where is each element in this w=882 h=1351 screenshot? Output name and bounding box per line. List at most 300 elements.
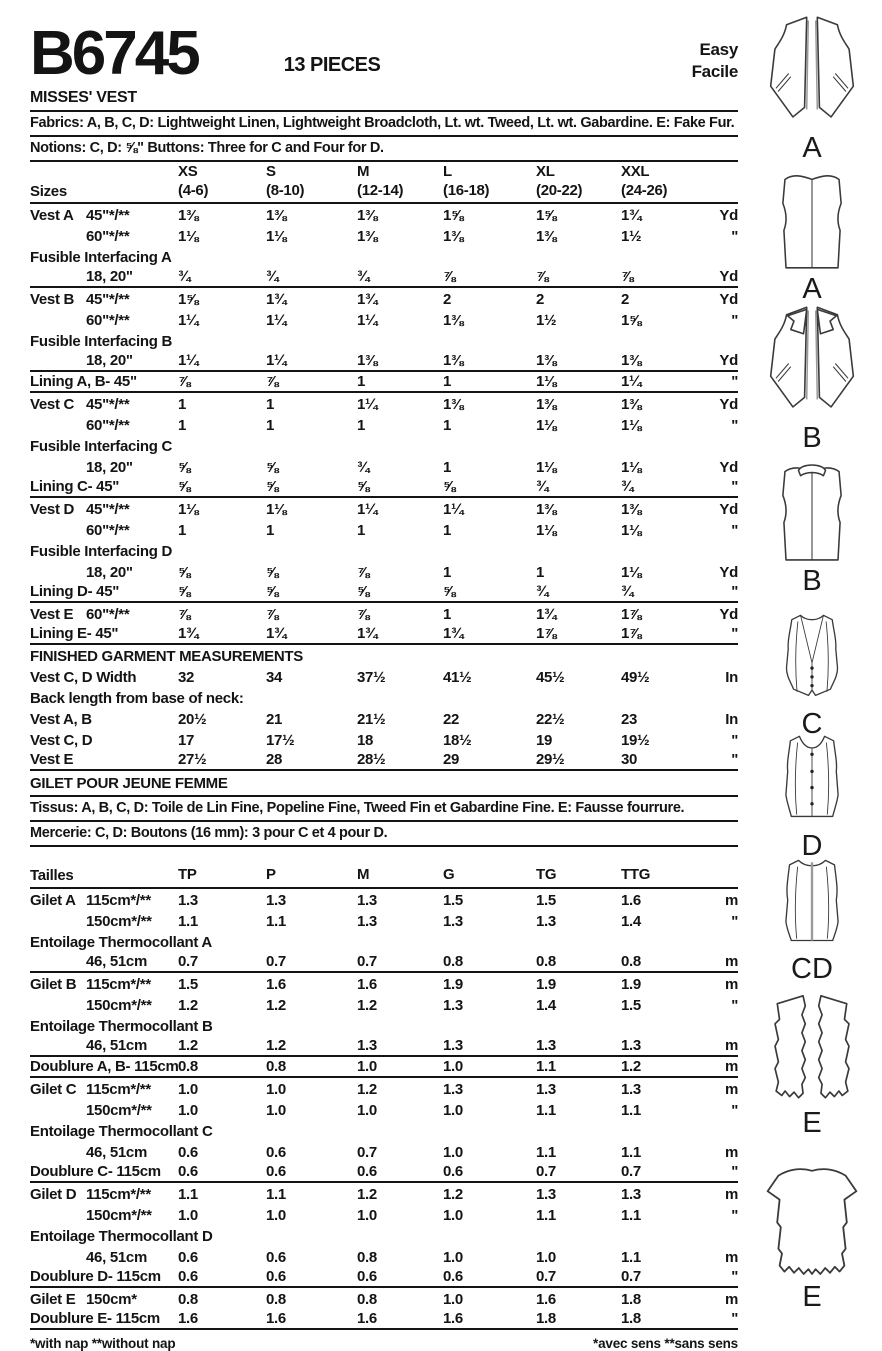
- yardage-value: 0.8: [178, 1291, 198, 1308]
- yardage-value: 1⅜: [536, 228, 557, 245]
- yardage-value: 1.9: [443, 976, 463, 993]
- yardage-value: 1.1: [536, 1207, 556, 1224]
- yardage-value: 1⅜: [357, 207, 378, 224]
- yardage-value: 0.7: [621, 1163, 641, 1180]
- yardage-table-french: [30, 847, 738, 1330]
- figure-vest-b-front: [746, 302, 878, 455]
- table-label-row: [30, 645, 738, 666]
- table-data-row: [30, 1246, 738, 1267]
- unit-value: Yd: [719, 459, 738, 476]
- yardage-value: 29: [443, 751, 460, 768]
- yardage-table-english: [30, 162, 738, 771]
- yardage-value: 0.7: [536, 1163, 556, 1180]
- unit-value: m: [724, 892, 738, 909]
- yardage-value: 1.5: [536, 892, 556, 909]
- yardage-value: 1.1: [536, 1144, 556, 1161]
- yardage-value: 45½: [536, 669, 565, 686]
- table-data-row: [30, 1162, 738, 1183]
- size-column-header: S (8-10): [266, 163, 305, 199]
- yardage-value: 28½: [357, 751, 386, 768]
- fabric-width: 115cm*/**: [86, 976, 151, 993]
- yardage-value: 0.8: [443, 953, 463, 970]
- yardage-value: 1.0: [178, 1081, 198, 1098]
- figure-label: D: [801, 830, 823, 862]
- fabric-width: 60"*/**: [86, 417, 130, 434]
- difficulty-rating: [692, 39, 738, 83]
- yardage-value: 1.2: [621, 1058, 641, 1075]
- yardage-value: 0.7: [357, 1144, 377, 1161]
- yardage-value: 1.1: [178, 1186, 198, 1203]
- table-data-row: [30, 1204, 738, 1225]
- yardage-value: 1¾: [443, 625, 464, 642]
- yardage-value: 1.3: [443, 1081, 463, 1098]
- yardage-value: 32: [178, 669, 195, 686]
- yardage-value: 21: [266, 711, 283, 728]
- yardage-value: 1: [357, 417, 366, 434]
- yardage-value: 1.3: [536, 913, 556, 930]
- yardage-value: 1⅛: [621, 522, 642, 539]
- fabric-width: 45"*/**: [86, 207, 130, 224]
- table-data-row: [30, 1183, 738, 1204]
- yardage-value: 1.8: [536, 1310, 556, 1327]
- row-name: Gilet E: [30, 1291, 76, 1308]
- table-data-row: [30, 519, 738, 540]
- yardage-value: 1¾: [266, 291, 287, 308]
- unit-value: ": [731, 417, 738, 434]
- yardage-value: ⅝: [178, 459, 191, 476]
- unit-value: In: [725, 711, 738, 728]
- yardage-value: 0.6: [178, 1144, 198, 1161]
- yardage-value: 1⅝: [536, 207, 557, 224]
- yardage-value: 1.3: [443, 913, 463, 930]
- yardage-value: 1.1: [536, 1102, 556, 1119]
- figure-label: B: [802, 421, 822, 454]
- table-data-row: [30, 750, 738, 771]
- yardage-value: ⅝: [178, 583, 191, 600]
- yardage-value: ¾: [266, 268, 279, 285]
- yardage-value: 1⅛: [266, 228, 287, 245]
- table-data-row: [30, 708, 738, 729]
- yardage-value: 1⅜: [443, 228, 464, 245]
- yardage-value: 1.2: [357, 1081, 377, 1098]
- yardage-value: 0.7: [536, 1268, 556, 1285]
- sizes-label: Sizes: [30, 183, 67, 200]
- yardage-value: 0.8: [621, 953, 641, 970]
- difficulty-fr: Facile: [691, 61, 738, 81]
- table-data-row: [30, 603, 738, 624]
- yardage-value: 1.3: [621, 1186, 641, 1203]
- yardage-value: 1.3: [266, 892, 286, 909]
- yardage-value: 1.0: [443, 1249, 463, 1266]
- yardage-value: 1.3: [178, 892, 198, 909]
- yardage-value: 0.6: [443, 1268, 463, 1285]
- yardage-value: 2: [443, 291, 452, 308]
- yardage-value: 1½: [536, 312, 557, 329]
- table-label-row: [30, 435, 738, 456]
- yardage-value: ¾: [178, 268, 191, 285]
- yardage-value: 34: [266, 669, 283, 686]
- yardage-value: ⅞: [536, 268, 549, 285]
- yardage-value: 2: [536, 291, 545, 308]
- unit-value: ": [731, 1163, 738, 1180]
- yardage-value: 1.3: [357, 1037, 377, 1054]
- fabric-width: 45"*/**: [86, 396, 130, 413]
- yardage-value: ⅞: [357, 564, 370, 581]
- yardage-value: 1⅜: [536, 501, 557, 518]
- row-name: Vest D: [30, 501, 75, 518]
- yardage-value: 0.7: [266, 953, 286, 970]
- figure-label: A: [802, 131, 822, 164]
- table-data-row: [30, 1309, 738, 1330]
- yardage-value: 2: [621, 291, 630, 308]
- yardage-value: 18½: [443, 732, 472, 749]
- row-label: Fusible Interfacing A: [30, 249, 172, 266]
- yardage-value: 17: [178, 732, 195, 749]
- yardage-value: 1.0: [443, 1058, 463, 1075]
- vest-a-back-illustration: [760, 168, 864, 272]
- yardage-value: ⅝: [443, 583, 456, 600]
- yardage-value: ⅝: [443, 478, 456, 495]
- yardage-value: 1⅜: [443, 312, 464, 329]
- yardage-value: 1¾: [536, 606, 557, 623]
- yardage-value: 1.8: [621, 1310, 641, 1327]
- yardage-value: 1⅛: [536, 459, 557, 476]
- yardage-value: 20½: [178, 711, 207, 728]
- fabric-width: 46, 51cm: [86, 1249, 147, 1266]
- row-label: Entoilage Thermocollant A: [30, 934, 212, 951]
- fabric-width: 150cm*/**: [86, 913, 152, 930]
- unit-value: ": [731, 997, 738, 1014]
- yardage-value: 0.6: [266, 1163, 286, 1180]
- unit-value: m: [724, 1144, 738, 1161]
- yardage-value: 1.6: [357, 1310, 377, 1327]
- yardage-value: ⅞: [178, 373, 191, 390]
- table-label-row: [30, 540, 738, 561]
- yardage-value: 1.2: [443, 1186, 463, 1203]
- figure-label: B: [802, 565, 822, 598]
- unit-value: Yd: [719, 352, 738, 369]
- row-label: Entoilage Thermocollant D: [30, 1228, 213, 1245]
- unit-value: Yd: [719, 501, 738, 518]
- yardage-value: 1.3: [357, 913, 377, 930]
- fabric-width: 18, 20": [86, 459, 133, 476]
- row-name: Lining E- 45": [30, 625, 119, 642]
- unit-value: ": [731, 228, 738, 245]
- fabric-width: 60"*/**: [86, 522, 130, 539]
- unit-value: ": [731, 522, 738, 539]
- yardage-value: ⅞: [357, 606, 370, 623]
- yardage-value: 1.6: [621, 892, 641, 909]
- row-name: Vest C, D: [30, 732, 93, 749]
- yardage-value: 0.6: [357, 1268, 377, 1285]
- unit-value: ": [731, 751, 738, 768]
- yardage-value: 1: [536, 564, 545, 581]
- row-name: Doublure C- 115cm: [30, 1163, 161, 1180]
- yardage-value: 1: [443, 522, 452, 539]
- fabric-width: 18, 20": [86, 268, 133, 285]
- yardage-value: 1⅛: [621, 459, 642, 476]
- table-data-row: [30, 204, 738, 225]
- yardage-value: 1: [178, 396, 187, 413]
- figure-vest-e-back: [746, 1160, 878, 1314]
- table-data-row: [30, 498, 738, 519]
- unit-value: m: [724, 1058, 738, 1075]
- unit-value: ": [731, 625, 738, 642]
- yardage-value: 1: [443, 564, 452, 581]
- figure-vest-e-front: [746, 988, 878, 1140]
- figure-vest-c-front: [746, 610, 878, 741]
- tissus-line: Tissus: A, B, C, D: Toile de Lin Fine, Popeline Fine, Tweed Fin et Gabardine Fine. E: Fausse fourrure.: [30, 797, 738, 822]
- table-data-row: [30, 225, 738, 246]
- size-column-header: L (16-18): [443, 163, 490, 199]
- yardage-value: 0.8: [357, 1291, 377, 1308]
- yardage-value: 19½: [621, 732, 650, 749]
- yardage-value: 17½: [266, 732, 295, 749]
- yardage-value: 1.0: [178, 1207, 198, 1224]
- yardage-value: 1¼: [178, 352, 199, 369]
- row-name: Vest A, B: [30, 711, 92, 728]
- figure-label: C: [801, 707, 823, 740]
- yardage-value: 1: [178, 417, 187, 434]
- mercerie-line: Mercerie: C, D: Boutons (16 mm): 3 pour C et 4 pour D.: [30, 822, 738, 847]
- yardage-value: 1⅛: [178, 501, 199, 518]
- fabric-width: 46, 51cm: [86, 1037, 147, 1054]
- fabric-width: 45"*/**: [86, 501, 130, 518]
- masthead: [30, 10, 738, 89]
- vest-e-back-illustration: [752, 1160, 872, 1280]
- yardage-value: 1⅝: [621, 312, 642, 329]
- table-data-row: [30, 351, 738, 372]
- yardage-value: 1.1: [266, 1186, 286, 1203]
- fabrics-line: Fabrics: A, B, C, D: Lightweight Linen, Lightweight Broadcloth, Lt. wt. Tweed, Lt. wt. Gabardine. E: Fake Fur.: [30, 112, 738, 137]
- yardage-value: 1⅜: [357, 228, 378, 245]
- yardage-value: 21½: [357, 711, 386, 728]
- row-name: Gilet D: [30, 1186, 77, 1203]
- yardage-value: 1.0: [266, 1207, 286, 1224]
- yardage-value: 1: [357, 373, 366, 390]
- row-name: Doublure E- 115cm: [30, 1310, 160, 1327]
- table-data-row: [30, 952, 738, 973]
- yardage-value: 1: [443, 373, 452, 390]
- yardage-value: 1.0: [266, 1081, 286, 1098]
- yardage-value: 1¼: [443, 501, 464, 518]
- yardage-value: 1.3: [536, 1037, 556, 1054]
- pieces-count: 13 PIECES: [283, 54, 381, 76]
- yardage-value: 1⅜: [621, 501, 642, 518]
- yardage-value: 1⅝: [178, 291, 199, 308]
- yardage-value: 1⅜: [621, 352, 642, 369]
- yardage-value: 1⅜: [536, 352, 557, 369]
- yardage-value: 0.7: [357, 953, 377, 970]
- unit-value: ": [731, 583, 738, 600]
- yardage-value: 1.2: [266, 1037, 286, 1054]
- yardage-value: 41½: [443, 669, 472, 686]
- yardage-value: ⅞: [443, 268, 456, 285]
- yardage-value: 0.8: [266, 1058, 286, 1075]
- fabric-width: 46, 51cm: [86, 953, 147, 970]
- fabric-width: 150cm*/**: [86, 1102, 152, 1119]
- yardage-value: 1⅛: [266, 501, 287, 518]
- notions-line: Notions: C, D: ⅝" Buttons: Three for C and Four for D.: [30, 137, 738, 162]
- fabric-width: 150cm*/**: [86, 1207, 152, 1224]
- table-label-row: [30, 931, 738, 952]
- yardage-value: 1¾: [357, 291, 378, 308]
- yardage-value: 30: [621, 751, 638, 768]
- row-name: Vest E: [30, 751, 74, 768]
- yardage-value: ¾: [621, 583, 634, 600]
- yardage-value: 1.1: [621, 1102, 641, 1119]
- yardage-value: 1: [266, 522, 275, 539]
- yardage-value: 1.6: [266, 976, 286, 993]
- row-name: Lining A, B- 45": [30, 373, 137, 390]
- yardage-value: ¾: [621, 478, 634, 495]
- vest-b-front-illustration: [759, 302, 865, 421]
- table-data-row: [30, 1036, 738, 1057]
- yardage-value: 1.9: [621, 976, 641, 993]
- yardage-value: 0.6: [266, 1268, 286, 1285]
- row-name: Vest C, D Width: [30, 669, 137, 686]
- yardage-value: 1⅜: [536, 396, 557, 413]
- unit-value: m: [724, 1186, 738, 1203]
- yardage-value: 1⅜: [443, 396, 464, 413]
- yardage-value: 0.6: [178, 1268, 198, 1285]
- row-label: Fusible Interfacing D: [30, 543, 173, 560]
- yardage-value: ⅝: [266, 583, 279, 600]
- envelope-back: [30, 10, 738, 1351]
- yardage-value: 1.1: [266, 913, 286, 930]
- size-column-header: XXL (24-26): [621, 163, 668, 199]
- vest-cd-back-illustration: [767, 855, 857, 952]
- unit-value: m: [724, 1249, 738, 1266]
- yardage-value: 1.0: [357, 1207, 377, 1224]
- yardage-value: 0.6: [178, 1163, 198, 1180]
- pattern-number: B6745: [30, 19, 198, 89]
- table-data-row: [30, 1141, 738, 1162]
- table-data-row: [30, 372, 738, 393]
- yardage-value: 0.8: [536, 953, 556, 970]
- yardage-value: 1.2: [266, 997, 286, 1014]
- yardage-value: 1¼: [178, 312, 199, 329]
- size-column-header: M (12-14): [357, 163, 404, 199]
- yardage-value: 49½: [621, 669, 650, 686]
- yardage-value: ¾: [536, 583, 549, 600]
- yardage-value: ¾: [357, 459, 370, 476]
- table-data-row: [30, 477, 738, 498]
- yardage-value: 1.3: [357, 892, 377, 909]
- figure-vest-b-back: [746, 458, 878, 598]
- yardage-value: 1.1: [621, 1207, 641, 1224]
- yardage-value: 1⅞: [621, 625, 642, 642]
- yardage-value: 1¾: [178, 625, 199, 642]
- table-data-row: [30, 666, 738, 687]
- yardage-value: 1⅜: [443, 352, 464, 369]
- yardage-value: 23: [621, 711, 638, 728]
- yardage-value: 1.3: [536, 1081, 556, 1098]
- vest-c-front-illustration: [768, 610, 856, 707]
- yardage-value: 22½: [536, 711, 565, 728]
- yardage-value: 0.7: [621, 1268, 641, 1285]
- fabric-width: 18, 20": [86, 564, 133, 581]
- yardage-value: 1⅜: [621, 396, 642, 413]
- vest-e-front-illustration: [756, 988, 868, 1106]
- garment-title-fr: GILET POUR JEUNE FEMME: [30, 771, 738, 797]
- yardage-value: 1⅜: [266, 207, 287, 224]
- yardage-value: ⅞: [266, 373, 279, 390]
- yardage-value: 0.8: [357, 1249, 377, 1266]
- figure-vest-cd-back: [746, 855, 878, 986]
- fabric-width: 60"*/**: [86, 606, 130, 623]
- figure-vest-a-front: [746, 12, 878, 165]
- figure-label: E: [802, 1281, 822, 1313]
- yardage-value: 19: [536, 732, 553, 749]
- table-data-row: [30, 582, 738, 603]
- unit-value: ": [731, 1207, 738, 1224]
- yardage-value: 1.0: [443, 1291, 463, 1308]
- yardage-value: 1.6: [357, 976, 377, 993]
- yardage-value: 1.6: [178, 1310, 198, 1327]
- vest-a-front-illustration: [759, 12, 865, 131]
- yardage-value: ⅝: [266, 459, 279, 476]
- yardage-value: 1.3: [443, 1037, 463, 1054]
- table-data-row: [30, 994, 738, 1015]
- unit-value: ": [731, 1102, 738, 1119]
- yardage-value: 22: [443, 711, 460, 728]
- yardage-value: 1: [266, 417, 275, 434]
- row-label: Back length from base of neck:: [30, 690, 244, 707]
- yardage-value: 1.5: [621, 997, 641, 1014]
- yardage-value: 1.6: [266, 1310, 286, 1327]
- yardage-value: ⅝: [178, 564, 191, 581]
- table-data-row: [30, 561, 738, 582]
- yardage-value: 1.2: [178, 997, 198, 1014]
- yardage-value: ⅞: [621, 268, 634, 285]
- table-label-row: [30, 1120, 738, 1141]
- yardage-value: 1½: [621, 228, 642, 245]
- unit-value: Yd: [719, 291, 738, 308]
- fabric-width: 115cm*/**: [86, 1186, 151, 1203]
- yardage-value: 1.1: [536, 1058, 556, 1075]
- yardage-value: 37½: [357, 669, 386, 686]
- figure-label: E: [802, 1106, 822, 1139]
- yardage-value: 1.4: [536, 997, 556, 1014]
- yardage-value: 1.8: [621, 1291, 641, 1308]
- table-data-row: [30, 267, 738, 288]
- unit-value: m: [724, 1081, 738, 1098]
- row-name: Gilet C: [30, 1081, 77, 1098]
- unit-value: ": [731, 478, 738, 495]
- row-name: Vest C: [30, 396, 75, 413]
- table-data-row: [30, 393, 738, 414]
- yardage-value: 1.5: [443, 892, 463, 909]
- yardage-value: 1⅛: [536, 522, 557, 539]
- figure-label: A: [802, 273, 822, 305]
- yardage-value: 0.8: [266, 1291, 286, 1308]
- yardage-value: 1⅞: [536, 625, 557, 642]
- row-name: Vest A: [30, 207, 74, 224]
- yardage-value: 1.3: [621, 1081, 641, 1098]
- table-label-row: [30, 246, 738, 267]
- yardage-value: 1.3: [621, 1037, 641, 1054]
- size-column-header: P: [266, 866, 276, 883]
- yardage-value: 1.5: [178, 976, 198, 993]
- yardage-value: 1¼: [357, 501, 378, 518]
- row-label: FINISHED GARMENT MEASUREMENTS: [30, 648, 303, 665]
- yardage-value: 1¾: [621, 207, 642, 224]
- yardage-value: 0.6: [443, 1163, 463, 1180]
- unit-value: m: [724, 953, 738, 970]
- yardage-value: 1.2: [357, 997, 377, 1014]
- yardage-value: ¾: [357, 268, 370, 285]
